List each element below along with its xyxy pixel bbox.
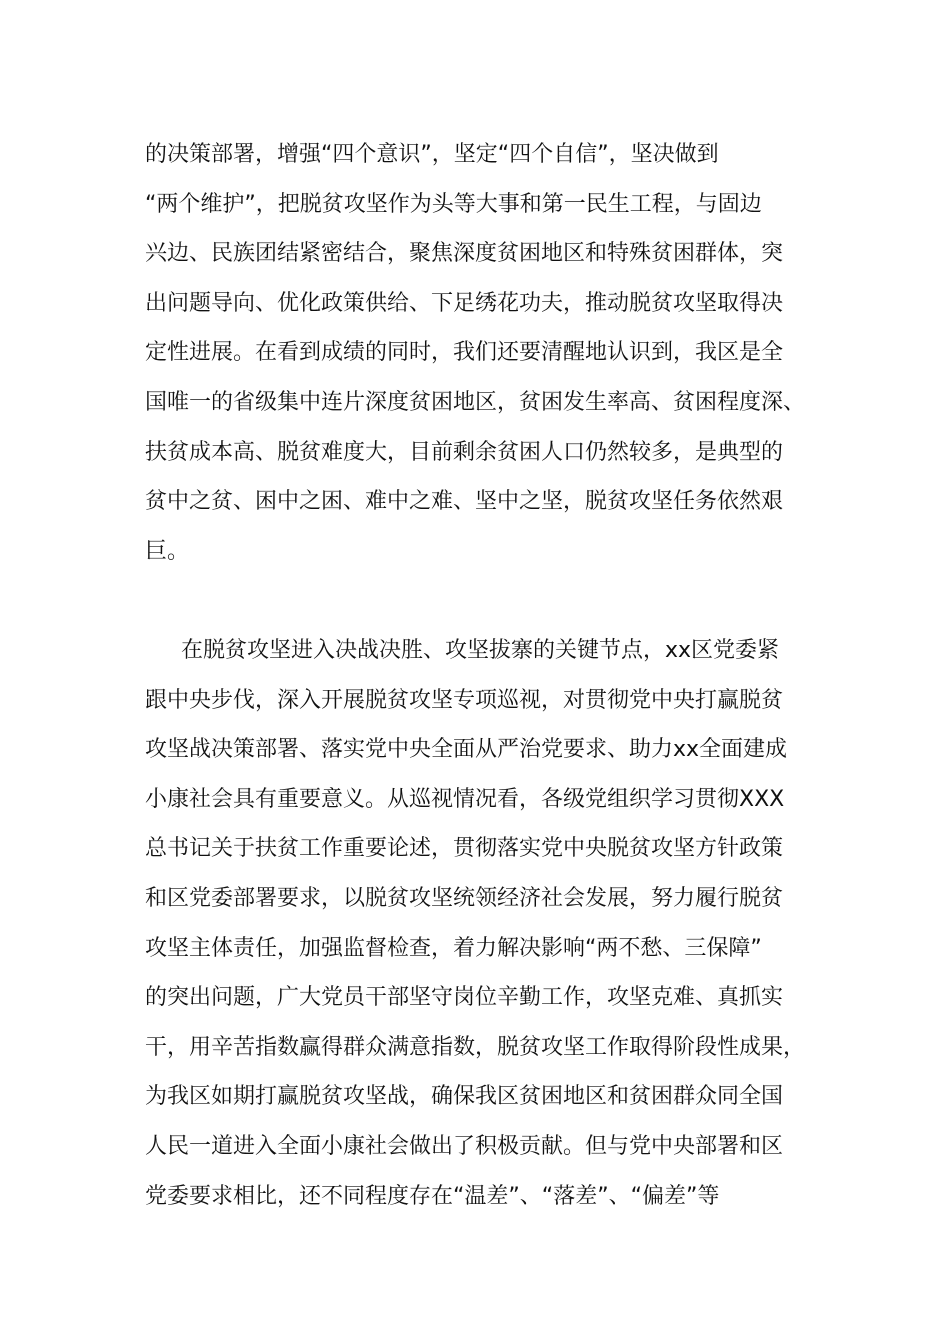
text-line: 定性进展。在看到成绩的同时，我们还要清醒地认识到，我区是全: [145, 340, 784, 366]
text-line: 跟中央步伐，深入开展脱贫攻坚专项巡视，对贯彻党中央打赢脱贫: [145, 687, 784, 713]
text-line: 干，用辛苦指数赢得群众满意指数，脱贫攻坚工作取得阶段性成果，: [145, 1034, 806, 1060]
text-line-indented: 在脱贫攻坚进入决战决胜、攻坚拔寨的关键节点，xx区党委紧: [181, 638, 780, 663]
text-line: 攻坚主体责任，加强监督检查，着力解决影响“两不愁、三保障”: [145, 935, 762, 961]
paragraph-2: [145, 626, 825, 1221]
text-line: 总书记关于扶贫工作重要论述，贯彻落实党中央脱贫攻坚方针政策: [145, 836, 784, 862]
text-line: 贫中之贫、困中之困、难中之难、坚中之坚，脱贫攻坚任务依然艰: [145, 489, 784, 515]
text-line: “两个维护”，把脱贫攻坚作为头等大事和第一民生工程，与固边: [145, 191, 762, 217]
text-line: 的突出问题，广大党员干部坚守岗位辛勤工作，攻坚克难、真抓实: [145, 985, 784, 1011]
text-line: 党委要求相比，还不同程度存在“温差”、“落差”、“偏差”等: [145, 1183, 720, 1209]
text-line: 为我区如期打赢脱贫攻坚战，确保我区贫困地区和贫困群众同全国: [145, 1084, 784, 1110]
text-line: 和区党委部署要求，以脱贫攻坚统领经济社会发展，努力履行脱贫: [145, 885, 784, 911]
text-line: 国唯一的省级集中连片深度贫困地区，贫困发生率高、贫困程度深、: [145, 389, 806, 415]
paragraph-1: [145, 130, 825, 576]
text-line: 小康社会具有重要意义。从巡视情况看，各级党组织学习贯彻XXX: [145, 786, 785, 812]
text-line: 出问题导向、优化政策供给、下足绣花功夫，推动脱贫攻坚取得决: [145, 290, 784, 316]
text-line: 人民一道进入全面小康社会做出了积极贡献。但与党中央部署和区: [145, 1133, 784, 1159]
text-line: 攻坚战决策部署、落实党中央全面从严治党要求、助力xx全面建成: [145, 737, 788, 763]
text-line: 巨。: [145, 538, 190, 564]
text-line: 扶贫成本高、脱贫难度大，目前剩余贫困人口仍然较多，是典型的: [145, 439, 784, 465]
text-line: 兴边、民族团结紧密结合，聚焦深度贫困地区和特殊贫困群体，突: [145, 241, 784, 267]
text-line: 的决策部署，增强“四个意识”，坚定“四个自信”，坚决做到: [145, 142, 719, 167]
